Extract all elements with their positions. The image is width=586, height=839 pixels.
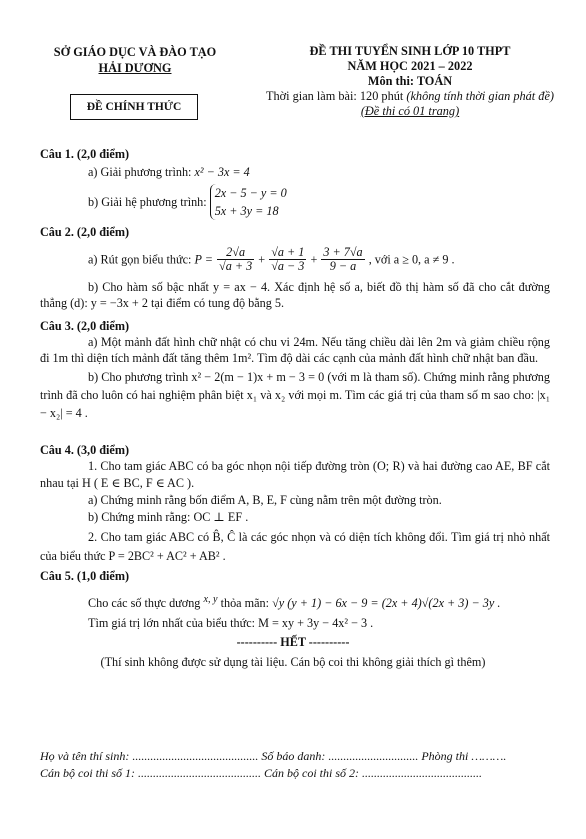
province-name: HẢI DƯƠNG bbox=[98, 61, 172, 75]
q4-part-1a: a) Chứng minh rằng bốn điểm A, B, E, F cùng nằm trên một đường tròn. bbox=[88, 493, 442, 507]
q2-part-a: a) Rút gọn biểu thức: P = $\frac{2√a}{√a + 3}$ + $\frac{√a + 1}{√a - 3}$ + $\frac{3 + 7√a}{9 - a}$ , với a ≥ 0, a ≠ 9 . bbox=[88, 245, 455, 273]
header-left bbox=[40, 44, 230, 76]
q5-title: Câu 5. (1,0 điểm) bbox=[40, 569, 130, 583]
q5-line-2: Tìm giá trị lớn nhất của biểu thức: M = xy + 3y − 4x² − 3 . bbox=[88, 616, 374, 631]
q2-fraction-1: $\frac{2√a}{√a + 3}$ bbox=[219, 245, 253, 273]
q1-system-eq1: 2x − 5 − y = 0 bbox=[214, 186, 287, 200]
q5-variables: x, y bbox=[203, 594, 218, 605]
q1-system-eq2: 5x + 3y = 18 bbox=[214, 204, 279, 218]
department-name: SỞ GIÁO DỤC VÀ ĐÀO TẠO bbox=[53, 45, 217, 59]
end-marker: ---------- HẾT ---------- bbox=[236, 635, 350, 649]
q4-part-1: 1. Cho tam giác ABC có ba góc nhọn nội tiếp đường tròn (O; R) và hai đường cao AE, BF cắt nhau tại H ( E ∈ BC, F ∈ AC ). bbox=[40, 459, 550, 490]
q1-title: Câu 1. (2,0 điểm) bbox=[40, 147, 130, 161]
question-4 bbox=[40, 442, 550, 566]
time-note: (không tính thời gian phát đề) bbox=[406, 89, 554, 103]
q4-title: Câu 4. (3,0 điểm) bbox=[40, 443, 130, 457]
header-right bbox=[250, 44, 570, 119]
candidate-info-line: Họ và tên thí sinh: .......................................... Số báo danh: .............................. Phòng thi ………. bbox=[40, 749, 507, 763]
q2-fraction-3: $\frac{3 + 7√a}{9 - a}$ bbox=[323, 245, 363, 273]
question-1 bbox=[40, 146, 550, 220]
official-exam-box: ĐỀ CHÍNH THỨC bbox=[70, 94, 198, 120]
proctor-info-line: Cán bộ coi thi số 1: ......................................... Cán bộ coi thi số 2: ........................................ bbox=[40, 766, 482, 780]
q3-part-a: a) Một mảnh đất hình chữ nhật có chu vi 24m. Nếu tăng chiều dài lên 2m và giảm chiều rộng đi 1m thì diện tích mảnh đất tăng thêm 1m². Tìm độ dài các cạnh của mảnh đất hình chữ nhật ban đầu. bbox=[40, 335, 550, 365]
school-year: NĂM HỌC 2021 – 2022 bbox=[347, 59, 473, 73]
q1-a-text: a) Giải phương trình: bbox=[88, 165, 195, 179]
q5-intro: Cho các số thực dương bbox=[88, 596, 204, 611]
q2-fraction-2: $\frac{√a + 1}{√a - 3}$ bbox=[271, 245, 305, 273]
q1-b-text: b) Giải hệ phương trình: bbox=[88, 195, 210, 209]
q1-part-a bbox=[40, 164, 550, 180]
pages-note: (Đề thi có 01 trang) bbox=[360, 104, 460, 118]
q4-part-1b: b) Chứng minh rằng: OC ⊥ EF . bbox=[88, 510, 249, 524]
exam-title: ĐỀ THI TUYỂN SINH LỚP 10 THPT bbox=[309, 44, 511, 58]
end-note: (Thí sinh không được sử dụng tài liệu. Cán bộ coi thi không giải thích gì thêm) bbox=[100, 655, 486, 669]
q2-title: Câu 2. (2,0 điểm) bbox=[40, 225, 130, 239]
q3-title: Câu 3. (2,0 điểm) bbox=[40, 319, 130, 333]
q5-condition-label: thỏa mãn: bbox=[217, 596, 273, 611]
q1-part-b bbox=[40, 184, 550, 220]
q5-equation: √y (y + 1) − 6x − 9 = (2x + 4)√(2x + 3) − 3y . bbox=[272, 596, 501, 611]
q4-part-2: 2. Cho tam giác ABC có B̂, Ĉ là các góc nhọn và có diện tích không đổi. Tìm giá trị nhỏ nhất của biểu thức P = 2BC² + AC² + AB² . bbox=[40, 530, 550, 563]
q1-a-equation: x² − 3x = 4 bbox=[194, 165, 250, 179]
time-line bbox=[250, 89, 570, 104]
question-5 bbox=[40, 568, 550, 631]
q3-part-b: b) Cho phương trình x² − 2(m − 1)x + m − 3 = 0 (với m là tham số). Chứng minh rằng phương trình đã cho luôn có hai nghiệm phân biệt x₁ và x₂ với mọi m. Tìm các giá trị của tham số m sao cho: |x₁ − x₂| = 4 . bbox=[40, 370, 550, 420]
q2-part-b: b) Cho hàm số bậc nhất y = ax − 4. Xác định hệ số a, biết đồ thị hàm số đã cho cắt đường thẳng (d): y = −3x + 2 tại điểm có tung độ bằng 5. bbox=[40, 280, 550, 310]
q2-p-symbol: P = bbox=[194, 252, 213, 267]
subject: Môn thi: TOÁN bbox=[367, 74, 453, 88]
question-3 bbox=[40, 318, 550, 422]
q5-line-1 bbox=[40, 592, 550, 611]
time-prefix: Thời gian làm bài: 120 phút bbox=[265, 89, 407, 103]
q2-a-text: a) Rút gọn biểu thức: bbox=[88, 252, 195, 267]
q1-system bbox=[210, 184, 287, 220]
q2-condition: , với a ≥ 0, a ≠ 9 . bbox=[368, 252, 455, 267]
question-2 bbox=[40, 224, 550, 311]
